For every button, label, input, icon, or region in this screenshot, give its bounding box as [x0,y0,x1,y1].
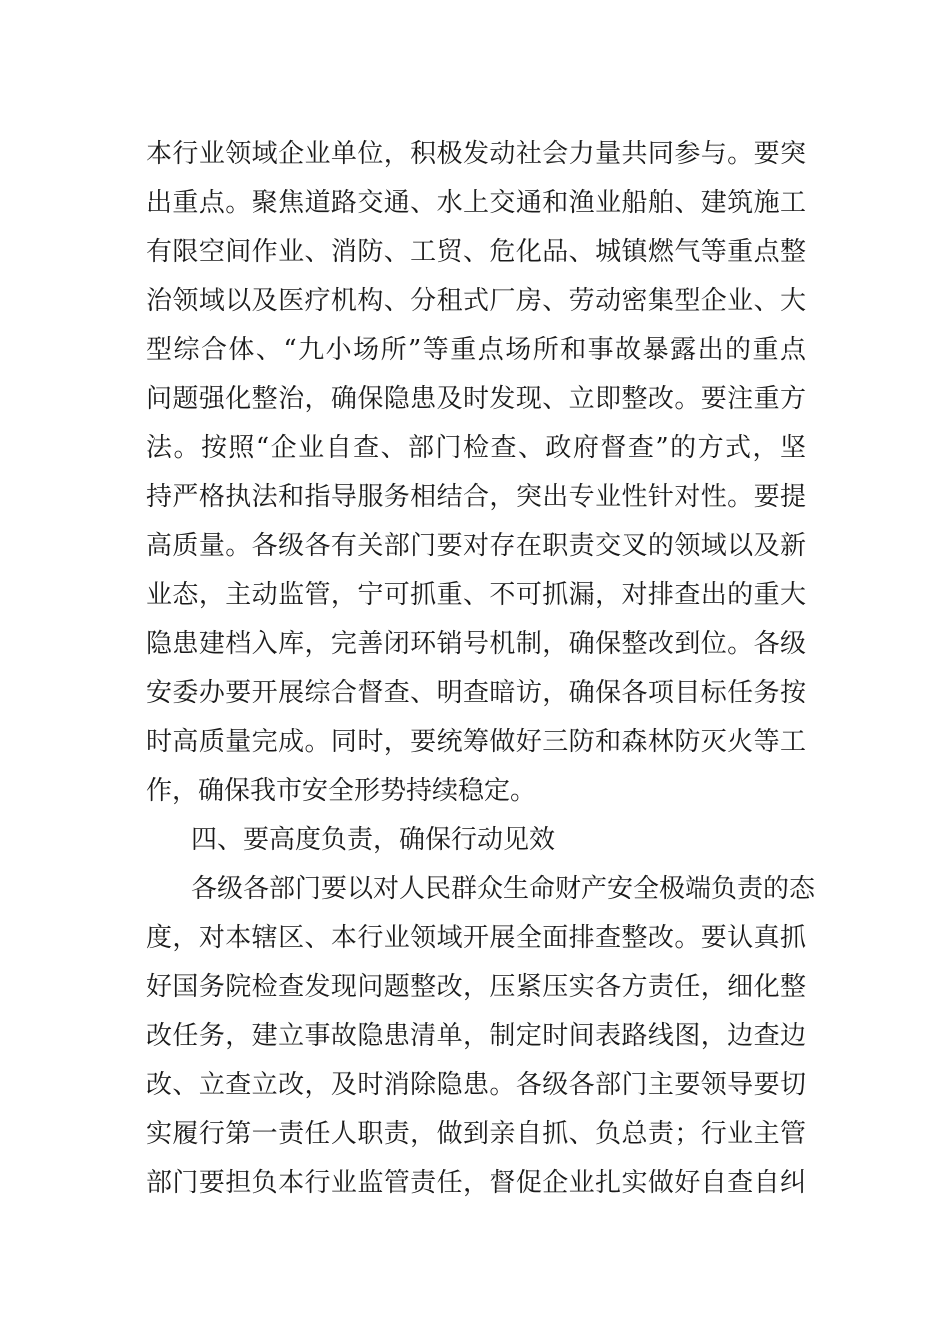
paragraph-2-line: 各级各部门要以对人民群众生命财产安全极端负责的态 [191,874,816,904]
document-body [146,130,816,1208]
paragraph-1-line: 时高质量完成。同时，要统筹做好三防和森林防灭火等工 [146,727,806,757]
paragraph-2-line: 度，对本辖区、本行业领域开展全面排查整改。要认真抓 [146,923,806,953]
paragraph-1-line: 安委办要开展综合督查、明查暗访，确保各项目标任务按 [146,678,806,708]
paragraph-2-line: 部门要担负本行业监管责任，督促企业扎实做好自查自纠 [146,1168,806,1198]
paragraph-2-line: 实履行第一责任人职责，做到亲自抓、负总责；行业主管 [146,1119,806,1149]
paragraph-1-line: 问题强化整治，确保隐患及时发现、立即整改。要注重方 [146,384,806,414]
paragraph-1-line: 出重点。聚焦道路交通、水上交通和渔业船舶、建筑施工 [146,188,806,218]
paragraph-1-line: 高质量。各级各有关部门要对存在职责交叉的领域以及新 [146,531,806,561]
paragraph-1-line: 本行业领域企业单位，积极发动社会力量共同参与。要突 [146,139,806,169]
paragraph-1-line: 业态，主动监管，宁可抓重、不可抓漏，对排查出的重大 [146,580,806,610]
paragraph-1 [146,130,806,816]
paragraph-1-line: 治领域以及医疗机构、分租式厂房、劳动密集型企业、大 [146,286,806,316]
paragraph-2-line: 改、立查立改，及时消除隐患。各级各部门主要领导要切 [146,1070,806,1100]
paragraph-1-line: 型综合体、“九小场所”等重点场所和事故暴露出的重点 [146,335,806,365]
paragraph-2 [146,865,816,1208]
section-heading: 四、要高度负责，确保行动见效 [191,825,556,855]
paragraph-1-line: 有限空间作业、消防、工贸、危化品、城镇燃气等重点整 [146,237,806,267]
paragraph-1-line: 法。按照“企业自查、部门检查、政府督查”的方式，坚 [146,433,806,463]
paragraph-2-line: 好国务院检查发现问题整改，压紧压实各方责任，细化整 [146,972,806,1002]
paragraph-1-line: 隐患建档入库，完善闭环销号机制，确保整改到位。各级 [146,629,806,659]
paragraph-1-line: 持严格执法和指导服务相结合，突出专业性针对性。要提 [146,482,806,512]
paragraph-2-line: 改任务，建立事故隐患清单，制定时间表路线图，边查边 [146,1021,806,1051]
paragraph-1-line: 作，确保我市安全形势持续稳定。 [146,776,537,806]
